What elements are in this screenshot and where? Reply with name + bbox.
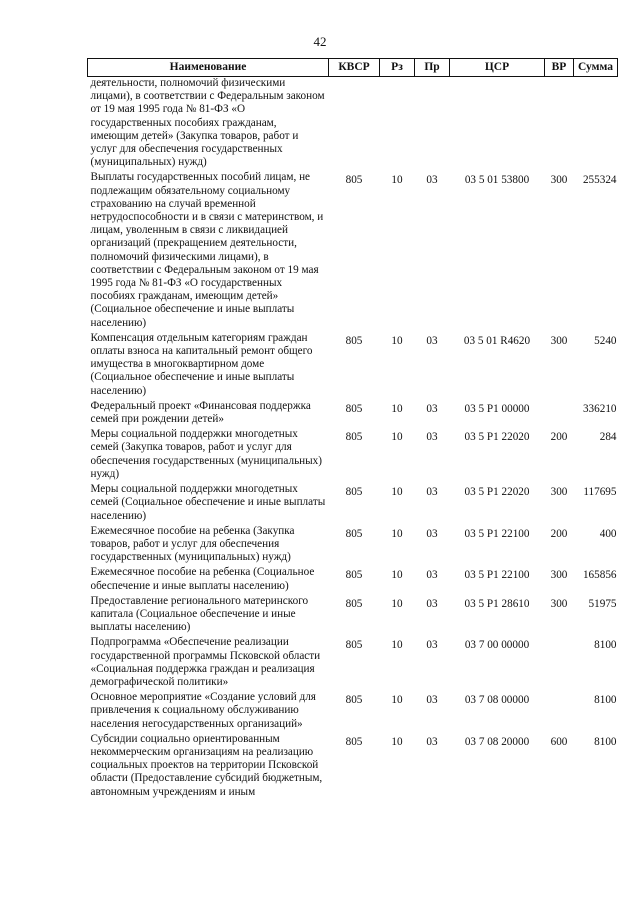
row-vr: 300 [550, 174, 568, 187]
row-pr: 03 [426, 694, 438, 707]
row-pr: 03 [426, 527, 438, 540]
row-rz: 10 [391, 486, 403, 499]
row-rz: 10 [391, 402, 403, 415]
header-pr: Пр [415, 59, 450, 77]
page-number: 42 [313, 34, 327, 49]
table-row [88, 525, 618, 567]
row-kvsr: 805 [345, 569, 363, 582]
row-vr [545, 691, 574, 733]
row-pr: 03 [426, 431, 438, 444]
row-sum: 8100 [594, 639, 617, 652]
row-vr: 200 [550, 527, 568, 540]
row-sum: 8100 [594, 694, 617, 707]
row-kvsr: 805 [345, 735, 363, 748]
row-name: Федеральный проект «Финансовая поддержка семей при рождении детей» [90, 399, 311, 426]
row-pr: 03 [426, 597, 438, 610]
table-row [88, 733, 618, 801]
row-sum: 400 [599, 527, 617, 540]
row-rz: 10 [391, 597, 403, 610]
row-pr: 03 [426, 735, 438, 748]
table-row [88, 691, 618, 733]
row-vr [545, 400, 574, 428]
row-vr: 300 [550, 569, 568, 582]
header-name: Наименование [88, 59, 329, 77]
row-pr: 03 [426, 402, 438, 415]
row-name: Ежемесячное пособие на ребенка (Социальное обеспечение и иные выплаты населению) [90, 566, 315, 592]
row-sum [574, 77, 618, 172]
row-rz: 10 [391, 735, 403, 748]
row-pr: 03 [426, 639, 438, 652]
row-kvsr: 805 [345, 694, 363, 707]
row-sum: 336210 [582, 402, 617, 415]
table-row [88, 171, 618, 331]
row-sum: 255324 [582, 174, 617, 187]
header-csr: ЦСР [450, 59, 545, 77]
row-pr: 03 [426, 334, 438, 347]
row-rz: 10 [391, 639, 403, 652]
row-vr [545, 636, 574, 691]
table-row [88, 566, 618, 594]
row-rz: 10 [391, 431, 403, 444]
row-csr: 03 5 P1 22100 [464, 569, 530, 582]
row-vr [545, 77, 574, 172]
table-row [88, 483, 618, 525]
row-pr: 03 [426, 569, 438, 582]
row-rz: 10 [391, 174, 403, 187]
row-name: Основное мероприятие «Создание условий для привлечения к социальному обслуживанию населения негосударственных организаций» [90, 691, 316, 730]
row-sum: 51975 [588, 597, 617, 610]
row-name: Субсидии социально ориентированным некоммерческим организациям на реализацию социальных проектов на территории Псковской области (Предоставление субсидий бюджетным, автономным учреждениям и иным [90, 732, 323, 798]
table-row [88, 77, 618, 172]
row-name: деятельности, полномочий физическими лицами), в соответствии с Федеральным законом от 19 мая 1995 года № 81-ФЗ «О государственных пособиях гражданам, имеющим детей» (Закупка товаров, работ и услуг для обеспечения государственных (муниципальных) нужд) [90, 77, 325, 169]
row-csr: 03 5 P1 22020 [464, 486, 530, 499]
table-row [88, 400, 618, 428]
row-name: Ежемесячное пособие на ребенка (Закупка товаров, работ и услуг для обеспечения государственных (муниципальных) нужд) [90, 524, 295, 564]
row-csr: 03 5 01 R4620 [463, 334, 531, 347]
row-vr: 300 [550, 334, 568, 347]
row-csr: 03 5 P1 00000 [464, 402, 530, 415]
row-name: Предоставление регионального материнского капитала (Социальное обеспечение и иные выплаты населению) [90, 594, 309, 634]
row-kvsr: 805 [345, 334, 363, 347]
row-pr: 03 [426, 486, 438, 499]
row-vr: 300 [550, 486, 568, 499]
row-vr: 600 [550, 735, 568, 748]
row-csr: 03 7 08 20000 [464, 735, 530, 748]
row-csr: 03 7 00 00000 [464, 639, 530, 652]
row-name: Меры социальной поддержки многодетных семей (Закупка товаров, работ и услуг для обеспечения государственных (муниципальных) нужд) [90, 428, 322, 480]
row-csr: 03 7 08 00000 [464, 694, 530, 707]
row-kvsr: 805 [345, 431, 363, 444]
header-kvsr: КВСР [329, 59, 380, 77]
row-sum: 284 [599, 431, 617, 444]
row-kvsr: 805 [345, 597, 363, 610]
row-csr [450, 77, 545, 172]
row-pr [415, 77, 450, 172]
row-sum: 165856 [582, 569, 617, 582]
row-sum: 5240 [594, 334, 617, 347]
row-name: Компенсация отдельным категориям граждан оплаты взноса на капитальный ремонт общего имущества в многоквартирном доме (Социальное обеспечение и иные выплаты населению) [90, 331, 313, 397]
row-csr: 03 5 P1 22020 [464, 431, 530, 444]
row-rz: 10 [391, 334, 403, 347]
row-sum: 117695 [583, 486, 617, 499]
row-sum: 8100 [594, 735, 617, 748]
row-csr: 03 5 01 53800 [464, 174, 530, 187]
row-kvsr [329, 77, 380, 172]
table-row [88, 636, 618, 691]
row-csr: 03 5 P1 22100 [464, 527, 530, 540]
row-csr: 03 5 P1 28610 [464, 597, 530, 610]
table-row [88, 595, 618, 637]
table-row [88, 428, 618, 483]
row-rz [380, 77, 415, 172]
row-name: Меры социальной поддержки многодетных семей (Социальное обеспечение и иные выплаты населению) [90, 483, 326, 522]
row-vr: 300 [550, 597, 568, 610]
row-kvsr: 805 [345, 402, 363, 415]
header-vr: ВР [545, 59, 574, 77]
row-kvsr: 805 [345, 174, 363, 187]
table-row [88, 332, 618, 400]
row-rz: 10 [391, 569, 403, 582]
row-vr: 200 [550, 431, 568, 444]
row-kvsr: 805 [345, 527, 363, 540]
table-header-row [88, 59, 618, 77]
header-sum: Сумма [574, 59, 618, 77]
row-kvsr: 805 [345, 486, 363, 499]
row-name: Подпрограмма «Обеспечение реализации государственной программы Псковской области «Социальная поддержка граждан и реализация демографической политики» [90, 636, 321, 688]
row-name: Выплаты государственных пособий лицам, не подлежащим обязательному социальному страхованию на случай временной нетрудоспособности и в связи с материнством, и лицам, уволенным в связи с ликвидацией организаций (прекращением деятельности, полномочий физическими лицами), в соответствии с Федеральным законом от 19 мая 1995 года № 81-ФЗ «О государственных пособиях гражданам, имеющим детей» (Социальное обеспечение и иные выплаты населению) [90, 171, 324, 329]
row-kvsr: 805 [345, 639, 363, 652]
row-pr: 03 [426, 174, 438, 187]
header-rz: Рз [380, 59, 415, 77]
row-rz: 10 [391, 527, 403, 540]
row-rz: 10 [391, 694, 403, 707]
budget-table [87, 58, 618, 801]
